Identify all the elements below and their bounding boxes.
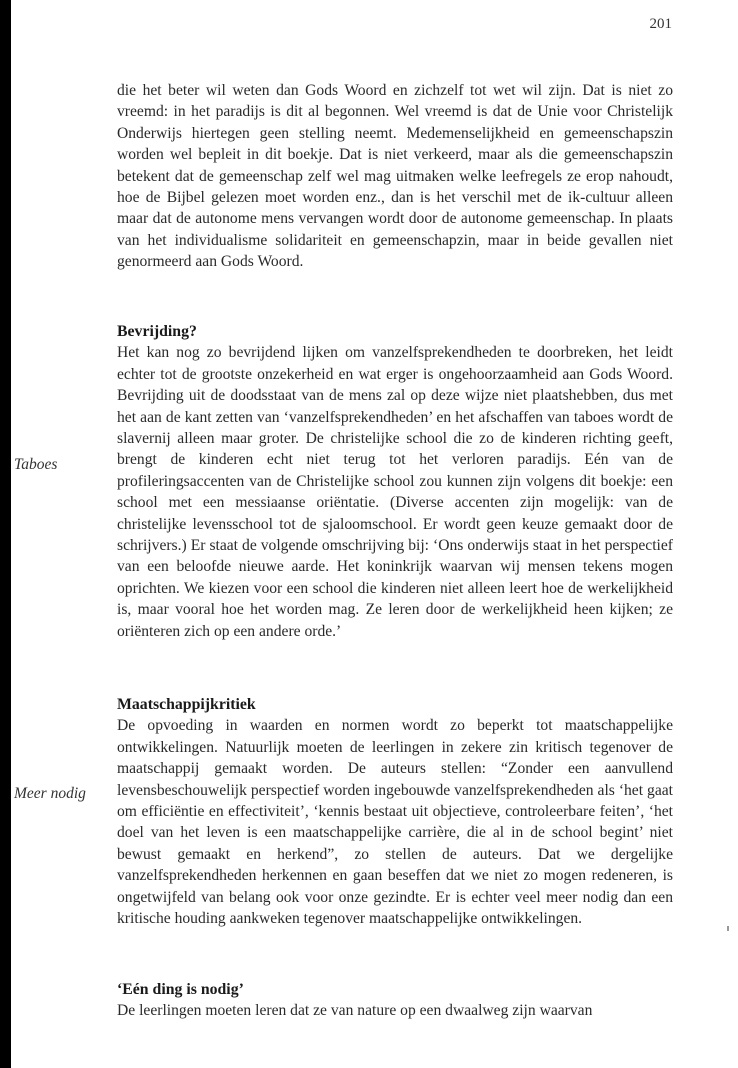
section-heading: ‘Eén ding is nodig’ <box>117 981 244 998</box>
section-bevrijding <box>117 321 673 642</box>
section-text: De opvoeding in waarden en normen wordt zo beperkt tot maatschappelijke ontwikkelingen. Natuurlijk moeten de leerlingen in zekere zin kritisch tegenover de maatschappij gemaakt worden. De auteurs stellen: “Zonder een aanvullend levensbeschouwelijk perspectief worden ingebouwde vanzelfsprekendheden als ‘het gaat om efficiëntie en effectiviteit’, ‘kennis bestaat uit objectieve, controleerbare feiten’, ‘het doel van het leven is een maatschappelijke carrière, die al in de school begint’ niet bewust gemaakt en herkend”, zo stellen de auteurs. Dat we dergelijke vanzelfsprekendheden herkennen en gaan beseffen dat we niet zo mogen redeneren, is ongetwijfeld van belang ook voor onze gezindte. Er is echter veel meer nodig dan een kritische houding aankweken tegenover maatschappelijke ontwikkelingen. <box>117 717 673 928</box>
section-een-ding-is-nodig <box>117 979 673 1022</box>
section-text: Het kan nog zo bevrijdend lijken om vanzelfsprekendheden te doorbreken, het leidt echter tot de grootste onzekerheid en wat erger is ongehoorzaamheid aan Gods Woord. Bevrijding uit de doodsstaat van de mens zal op deze wijze niet plaatshebben, dus met het aan de kant zetten van ‘vanzelfsprekendheden’ en het afschaffen van taboes wordt de slavernij alleen maar groter. De christelijke school die zo de kinderen richting geeft, brengt de kinderen echt niet terug tot het verloren paradijs. Eén van de profileringsaccenten van de Christelijke school zou kunnen zijn volgens dit boekje: een school met een messiaanse oriëntatie. (Diverse accenten zijn mogelijk: van de christelijke levensschool tot de sjaloomschool. Er wordt geen keuze gemaakt door de schrijvers.) Er staat de volgende omschrijving bij: ‘Ons onderwijs staat in het perspectief van een beloofde nieuwe aarde. Het koninkrijk waarvan wij mensen tekens mogen oprichten. We kiezen voor een school die kinderen niet alleen leert hoe de werkelijkheid is, maar vooral hoe het worden mag. Ze leren door de werkelijkheid heen kijken; ze oriënteren zich op een andere orde.’ <box>117 344 673 640</box>
margin-note-meer-nodig: Meer nodig <box>14 785 86 802</box>
section-text: De leerlingen moeten leren dat ze van nature op een dwaalweg zijn waarvan <box>117 1002 593 1020</box>
scan-speck <box>727 926 729 931</box>
section-heading: Maatschappijkritiek <box>117 696 256 713</box>
intro-paragraph-block <box>117 80 673 273</box>
page-number: 201 <box>649 16 672 32</box>
margin-note-taboes: Taboes <box>14 456 58 473</box>
scan-edge-bar <box>0 0 11 1068</box>
section-heading: Bevrijding? <box>117 323 197 340</box>
intro-paragraph: die het beter wil weten dan Gods Woord en zichzelf tot wet wil zijn. Dat is niet zo vreemd: in het paradijs is dit al begonnen. Wel vreemd is dat de Unie voor Christelijk Onderwijs hiertegen geen stelling neemt. Medemenselijkheid en gemeenschapszin worden wel bepleit in dit boekje. Dat is niet verkeerd, maar als die gemeenschapszin betekent dat de gemeenschap zelf wel mag uitmaken welke leefregels ze erop nahoudt, hoe de Bijbel gelezen moet worden enz., dan is het verschil met de ik-cultuur alleen maar dat de autonome mens vervangen wordt door de autonome gemeenschap. In plaats van het individualisme solidariteit en gemeenschapzin, maar in beide gevallen niet genormeerd aan Gods Woord. <box>117 82 673 271</box>
section-maatschappijkritiek <box>117 694 673 929</box>
